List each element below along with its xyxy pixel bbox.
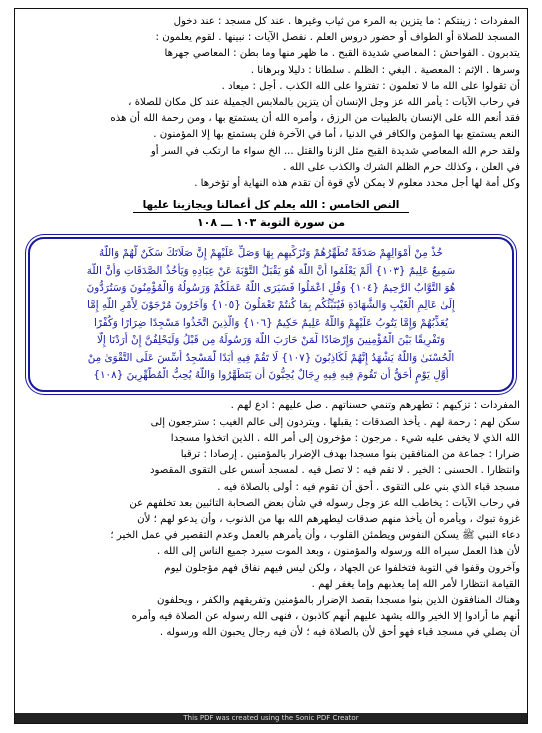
text-line: الله الذي لا يخفى عليه شيء . مرجون : مؤخرون إلى أمر الله . الذين اتخذوا مسجدا [170,432,520,444]
verse-line: الْحُسْنَىٰ وَاللَّهُ يَشْهَدُ إِنَّهُمْ لَكَاذِبُونَ {١٠٧} لَا تَقُمْ فِيهِ أَبَدًا لَّمَسْجِدٌ أُسِّسَ عَلَى التَّقْوَىٰ مِنْ [87,351,455,364]
text-line: في رحاب الآيات : يأمر الله عز وجل الإنسان أن يتزين بالملابس الجميلة عند كل مكان للصلاة ، [128,97,520,109]
text-line: وهناك المنافقون الذين بنوا مسجدا بقصد الإضرار بالمؤمنين وتفريقهم والكفر ، ويحلفون [157,594,520,606]
text-line: يتدبرون . الفواحش : المعاصي شديدة القبح . ما ظهر منها وما بطن : المعاصي جهرها [164,48,520,60]
verse-box [28,237,514,392]
text-line: أن يصلي في مسجد قباء فهو أحق لأن بالصلاة فيه ؛ لأن فيه رجال يحبون الله ورسوله . [159,627,520,639]
document-page [14,8,528,724]
text-line: وآخرون وقفوا في التوبة فتخلفوا عن الجهاد ، ولكن ليس فيهم نفاق فهم مؤجلون ليوم [164,562,520,574]
verse-line: إِلَىٰ عَالِمِ الْغَيْبِ وَالشَّهَادَةِ فَيُنَبِّئُكُم بِمَا كُنتُمْ تَعْمَلُونَ {١٠٥} وَآخَرُونَ مُرْجَوْنَ لِأَمْرِ اللَّهِ إِمَّا [87,299,455,312]
verse-line: سَمِيعٌ عَلِيمٌ {١٠٣} أَلَمْ يَعْلَمُوا أَنَّ اللَّهَ هُوَ يَقْبَلُ التَّوْبَةَ عَنْ عِبَادِهِ وَيَأْخُذُ الصَّدَقَاتِ وَأَنَّ اللَّهَ [86,264,456,277]
text-line: وانتظارا . الحسنى : الخير . لا تقم فيه : لا تصل فيه . لمسجد أسس على التقوى المقصود [149,465,520,477]
text-line: ولقد حرم الله المعاصي شديدة القبح مثل الزنا والقتل ... الخ سواء ما ارتكب في السر أو [150,145,520,157]
text-line: لأن هذا العمل سيراه الله ورسوله والمؤمنون ، وبعد الموت سيرد جميع الناس إلى الله . [157,546,520,558]
text-line: غزوة تبوك ، ويأمره أن يأخذ منهم صدقات ليطهرهم الله بها من الذنوب ، وأن يدعو لهم ؛ لأن [137,513,520,525]
text-line: وكل أمة لها أجل محدد معلوم لا يمكن لأي قوة أن تقدم هذه النهاية أو تؤخرها . [194,178,520,190]
text-line: المسجد للصلاة أو الطواف أو حضور دروس العلم . نفصل الآيات : نبينها . لقوم يعلمون : [155,32,520,44]
section-title [22,198,520,213]
text-line: مسجد قباء الذي بني على التقوى . أحق أن تقوم فيه : أولى بالصلاة فيه . [217,481,520,493]
text-line: في رحاب الآيات : يخاطب الله عز وجل رسوله في شأن بعض الصحابة التائبين بعد تخلفهم عن [129,497,520,509]
section-vocabulary-2 [22,398,520,641]
text-line: أنهم ما أرادوا إلا الخير والله يشهد عليهم أنهم كاذبون ، فنهى الله رسوله عن الصلاة فيه وأمره [131,611,520,623]
section-vocabulary-1 [22,14,520,192]
verse-line: أَوَّلِ يَوْمٍ أَحَقُّ أَن تَقُومَ فِيهِ فِيهِ رِجَالٌ يُحِبُّونَ أَن يَتَطَهَّرُوا وَاللَّهُ يُحِبُّ الْمُطَّهِّرِينَ {١٠٨} [93,369,449,382]
verse-line: يُعَذِّبُهُمْ وَإِمَّا يَتُوبُ عَلَيْهِمْ وَاللَّهُ عَلِيمٌ حَكِيمٌ {١٠٦} وَالَّذِينَ اتَّخَذُوا مَسْجِدًا ضِرَارًا وَكُفْرًا [93,316,449,329]
text-line: النعم يستمتع بها المؤمن والكافر في الدنيا ، أما في الآخرة فلن يستمتع بها إلا المؤمنون . [153,129,520,141]
text-line: في العلن ، وكذلك حرم الظلم الشرك والكذب على الله . [283,161,520,173]
verse-line: هُوَ التَّوَّابُ الرَّحِيمُ {١٠٤} وَقُلِ اعْمَلُوا فَسَيَرَى اللَّهُ عَمَلَكُمْ وَرَسُولُهُ وَالْمُؤْمِنُونَ وَسَتُرَدُّونَ [86,282,456,295]
text-line: ضرارا : جماعة من المنافقين بنوا مسجدا بهدف الإضرار بالمؤمنين . إرصادا : ترقبا [180,449,520,461]
section-title-text: النص الخامس : الله يعلم كل أعمالنا ويجازينا عليها [133,198,410,213]
text-line: القيامة انتظارا لأمر الله إما يعذبهم وإما يغفر لهم . [311,578,520,590]
text-line: وسرها . الإثم : المعصية . البغي : الظلم . سلطانا : دليلا وبرهانا . [250,64,520,76]
verse-line: خُذْ مِنْ أَمْوَالِهِمْ صَدَقَةً تُطَهِّرُهُمْ وَتُزَكِّيهِم بِهَا وَصَلِّ عَلَيْهِمْ إِنَّ صَلَاتَكَ سَكَنٌ لَّهُمْ وَاللَّهُ [99,247,443,260]
text-line: المفردات : تزكيهم : تطهرهم وتنمي حسناتهم . صل عليهم : ادع لهم . [230,400,520,412]
text-line: أن تقولوا على الله ما لا تعلمون : تفتروا على الله الكذب . أجل : ميعاد . [221,80,520,92]
text-line: فقد أنعم الله على الإنسان بالطيبات من الرزق ، وأمره الله أن يستمتع بها ، ومن رحمة الله أن هذه [110,113,520,125]
pdf-footer-banner: This PDF was created using the Sonic PDF Creator [15,713,527,723]
text-line: سكن لهم : رحمة لهم . يأخذ الصدقات : يقبلها . ويتردون إلى عالم الغيب : سترجعون إلى [150,416,520,428]
text-line: دعاء النبي ﷺ يسكن النفوس ويطمئن القلوب ، وأن يأمرهم بالعمل وعدم التقصير في عمل الخير ؛ [110,530,520,542]
verse-line: وَتَفْرِيقًا بَيْنَ الْمُؤْمِنِينَ وَإِرْصَادًا لِّمَنْ حَارَبَ اللَّهَ وَرَسُولَهُ مِن قَبْلُ وَلَيَحْلِفُنَّ إِنْ أَرَدْنَا إِلَّا [96,334,446,347]
text-line: المفردات : زينتكم : ما يتزين به المرء من ثياب وغيرها . عند كل مسجد : عند دخول [173,16,520,27]
surah-reference: من سورة التوبة ١٠٣ ـــ ١٠٨ [196,216,346,230]
